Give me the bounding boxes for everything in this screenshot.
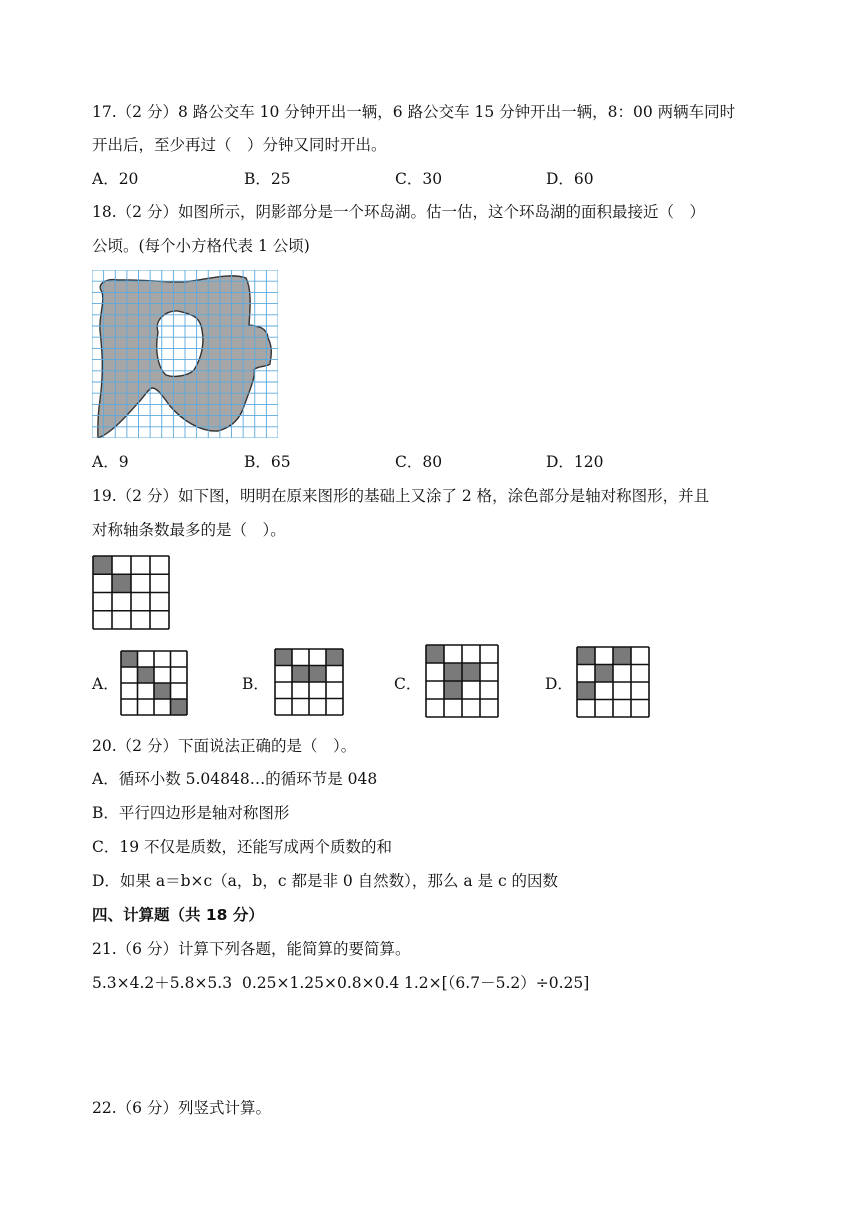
shaded-cell (595, 665, 613, 683)
shaded-cell (138, 667, 155, 683)
shaded-cell (309, 666, 326, 683)
q20-option-b: B．平行四边形是轴对称图形 (92, 804, 290, 822)
q17-option-a: A．20 (92, 170, 139, 188)
q19-original-grid (92, 555, 170, 630)
shaded-cell (326, 649, 343, 666)
shaded-cell (577, 682, 595, 700)
q19-stem-line1: 19.（2 分）如下图，明明在原来图形的基础上又涂了 2 格，涂色部分是轴对称图形，并且 (92, 487, 710, 505)
shaded-cell (613, 647, 631, 665)
q17-stem-line2: 开出后，至少再过（ ）分钟又同时开出。 (92, 136, 387, 154)
q17-option-d: D．60 (546, 170, 594, 188)
q20-option-d: D．如果 a＝b×c（a，b，c 都是非 0 自然数），那么 a 是 c 的因数 (92, 872, 559, 890)
q18-option-d: D．120 (546, 453, 604, 471)
shaded-cell (444, 681, 462, 699)
q19-option-c-label: C． (394, 675, 422, 693)
q17-stem-line1: 17.（2 分）8 路公交车 10 分钟开出一辆，6 路公交车 15 分钟开出一辆，8：00 两辆车同时 (92, 103, 736, 121)
q18-option-c: C．80 (395, 453, 443, 471)
q19-option-d-label: D． (545, 675, 573, 693)
q17-option-b: B．25 (244, 170, 291, 188)
q20-stem: 20.（2 分）下面说法正确的是（ ）。 (92, 737, 357, 755)
q19-option-a-grid (120, 650, 188, 716)
q18-stem-line2: 公顷。(每个小方格代表 1 公顷) (92, 237, 310, 255)
q18-option-b: B．65 (244, 453, 291, 471)
q19-option-d-grid (576, 646, 650, 718)
q18-stem-line1: 18.（2 分）如图所示，阴影部分是一个环岛湖。估一估，这个环岛湖的面积最接近（ ） (92, 203, 705, 221)
q20-option-a: A．循环小数 5.04848…的循环节是 048 (92, 770, 378, 788)
shaded-cell (275, 649, 292, 666)
q21-expression-2: 0.25×1.25×0.8×0.4 (242, 974, 400, 992)
section-title: 四、计算题（共 18 分） (92, 906, 264, 924)
q21-expression-1: 5.3×4.2＋5.8×5.3 (92, 974, 233, 992)
q19-stem-line2: 对称轴条数最多的是（ ）。 (92, 521, 286, 539)
shaded-cell (93, 556, 112, 574)
q21-expression-3: 1.2×[（6.7－5.2）÷0.25] (404, 974, 590, 992)
shaded-cell (171, 699, 188, 715)
shaded-cell (462, 663, 480, 681)
lake-figure (92, 270, 278, 438)
q22-stem: 22.（6 分）列竖式计算。 (92, 1099, 271, 1117)
q19-option-c-grid (425, 644, 499, 718)
shaded-cell (577, 647, 595, 665)
q21-stem: 21.（6 分）计算下列各题，能简算的要简算。 (92, 940, 411, 958)
q19-option-a-label: A． (92, 675, 119, 693)
shaded-cell (121, 651, 138, 667)
q17-option-c: C．30 (395, 170, 443, 188)
q19-option-b-grid (274, 648, 344, 716)
shaded-cell (154, 683, 171, 699)
q19-option-b-label: B． (242, 675, 269, 693)
shaded-cell (426, 645, 444, 663)
q18-option-a: A．9 (92, 453, 129, 471)
q20-option-c: C．19 不仅是质数，还能写成两个质数的和 (92, 838, 393, 856)
shaded-cell (292, 666, 309, 683)
shaded-cell (444, 663, 462, 681)
shaded-cell (112, 574, 131, 592)
